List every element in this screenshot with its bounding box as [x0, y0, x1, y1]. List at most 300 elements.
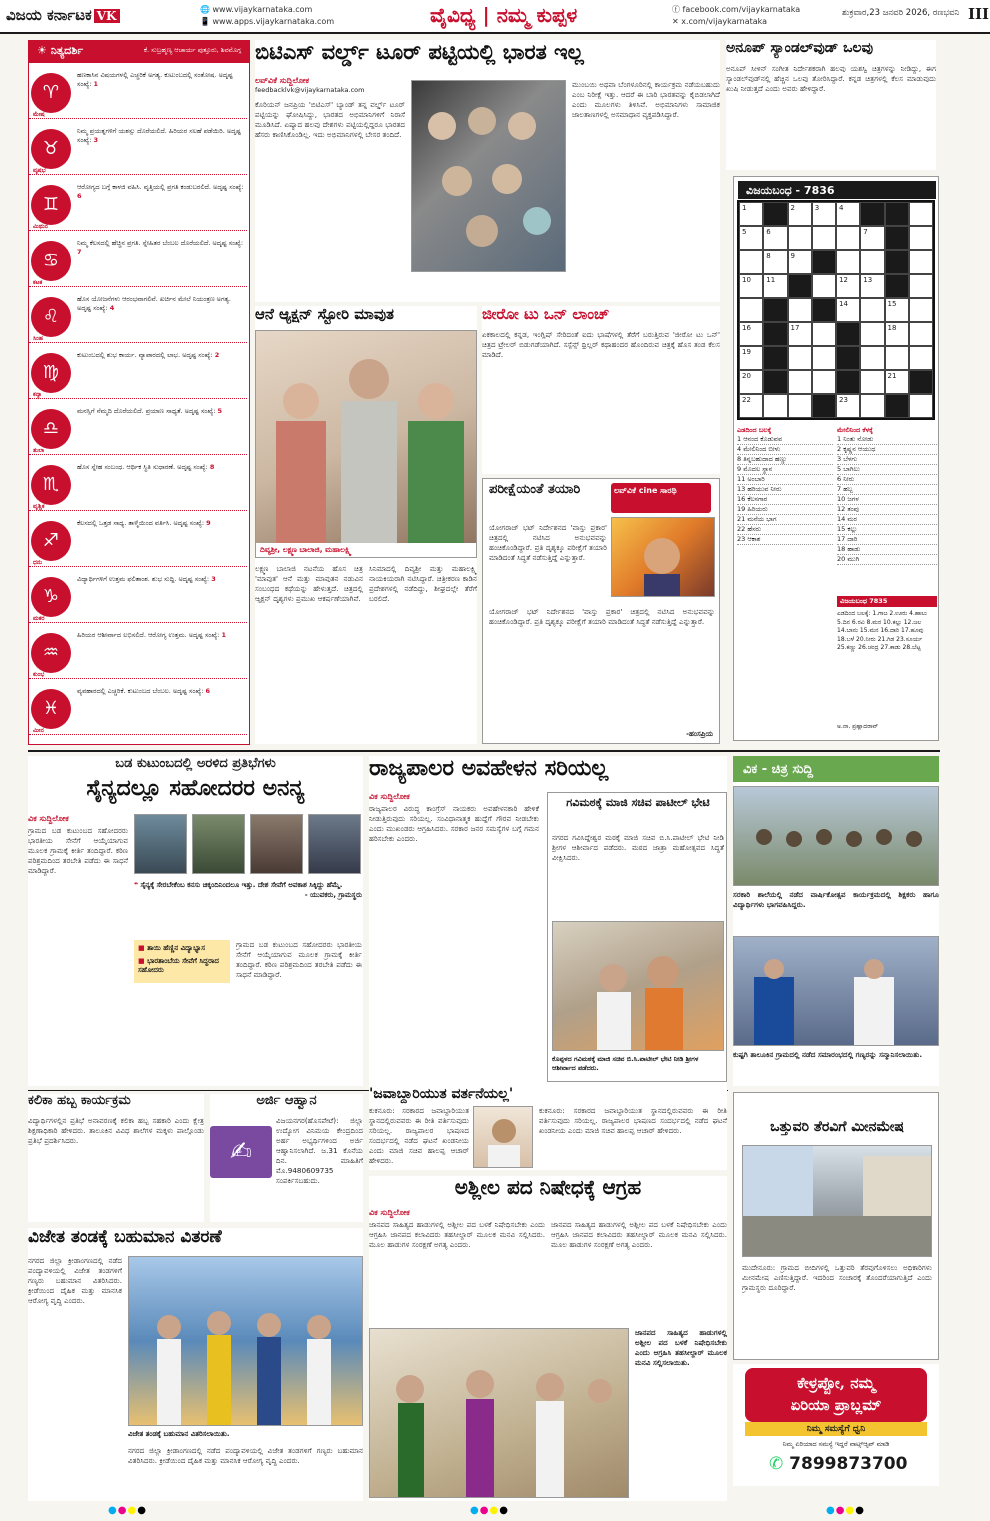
sign-name: ತುಲಾ	[33, 447, 45, 454]
zodiac-icon: ♐	[31, 521, 71, 561]
crossword-cell[interactable]	[860, 250, 884, 274]
down-clue: 20 ಮುಗಿ	[837, 555, 937, 565]
ashlila-headline: ಅಶ್ಲೀಲ ಪದ ನಿಷೇಧಕ್ಕೆ ಆಗ್ರಹ	[454, 1175, 642, 1199]
cell-number: 13	[863, 276, 873, 284]
crossword-cell[interactable]	[739, 370, 763, 394]
crossword-block	[812, 250, 836, 274]
cine-body: ಯೋಗರಾಜ್ ಭಟ್ ನಿರ್ದೇಶನದ 'ವಾಸ್ತು ಪ್ರಕಾರ' ಚಿತ್ರದಲ್ಲಿ ನಟಿಸಿದ ಅನುಭವವನ್ನು ಹಂಚಿಕೊಂಡಿದ್ದಾರೆ. ಪ್ರತಿ ದೃಶ್ಯಕ್ಕೂ ಪರೀಕ್ಷೆಗೆ ತಯಾರಿ ಮಾಡಿದಂತೆ ಸಿದ್ಧತೆ ನಡೆಸುತ್ತಿದ್ದೆ ಎನ್ನುತ್ತಾರೆ.	[489, 523, 607, 562]
sainya-quote: ❝ ಸೈನ್ಯಕ್ಕೆ ಸೇರಬೇಕೆಂಬ ಕನಸು ಚಿಕ್ಕಂದಿನಿಂದಲೂ ಇತ್ತು. ದೇಶ ಸೇವೆಗೆ ಅವಕಾಶ ಸಿಕ್ಕಿದ್ದು ಹೆಮ್ಮೆ. - ಯುವಕರು, ಗ್ರಾಮಸ್ಥರು	[134, 881, 362, 899]
ad-line-1: ಕೇಳ್ರಪ್ಪೋ, ನಮ್ಮ	[797, 1374, 875, 1392]
gavimath-headline: ಗವಿಮಠಕ್ಕೆ ಮಾಜಿ ಸಚಿವ ಪಾಟೀಲ್ ಭೇಟಿ	[566, 796, 710, 809]
crossword-cell[interactable]	[788, 370, 812, 394]
mavutha-article	[255, 306, 477, 744]
across-clue: 13 ಹರಿಯುವ ನೀರು	[737, 485, 833, 495]
bullet-icon: ■	[138, 957, 145, 965]
crossword-block	[836, 370, 860, 394]
mavutha-body-1: ಲಕ್ಷ್ಮಣ ಬಾಲಾಜಿ ನಟನೆಯ ಹೊಸ ಚಿತ್ರ 'ಮಾವುತ' ಆನೆ ಮತ್ತು ಮಾವುತನ ನಡುವಿನ ಸಂಬಂಧದ ಕಥೆಯನ್ನು ಹೇಳುತ್ತದೆ. ಚಿತ್ರದಲ್ಲಿ ಆ್ಯಕ್ಷನ್ ದೃಶ್ಯಗಳು ಪ್ರಮುಖ ಆಕರ್ಷಣೆಯಾಗಿವೆ.	[255, 564, 363, 603]
across-clue: 21 ಮನೆಯ ಭಾಗ	[737, 515, 833, 525]
across-title: ಎಡದಿಂದ ಬಲಕ್ಕೆ	[737, 426, 772, 434]
sainya-body-2: ಗ್ರಾಮದ ಬಡ ಕುಟುಂಬದ ಸಹೋದರರು ಭಾರತೀಯ ಸೇನೆಗೆ ಆಯ್ಕೆಯಾಗುವ ಮೂಲಕ ಗ್ರಾಮಕ್ಕೆ ಕೀರ್ತಿ ತಂದಿದ್ದಾರೆ. ಕಠಿಣ ಪರಿಶ್ರಮದಿಂದ ತರಬೇತಿ ಪಡೆದು ಈ ಸಾಧನೆ ಮಾಡಿದ್ದಾರೆ.	[236, 940, 362, 979]
crossword-cell[interactable]	[909, 202, 933, 226]
lucky-number: 9	[206, 519, 211, 527]
cine-author: -ಹಂಸಪ್ರಿಯ	[686, 730, 713, 738]
lucky-number: 6	[77, 192, 82, 200]
crossword-cell[interactable]	[860, 346, 884, 370]
cine-saarathi-box	[482, 478, 720, 744]
application-icon: ✍	[210, 1126, 272, 1178]
crossword-cell[interactable]	[836, 394, 860, 418]
crossword-block	[763, 370, 787, 394]
lucky-number: 8	[209, 463, 215, 471]
crossword-grid[interactable]	[737, 200, 935, 420]
down-clue: 7 ಹಬ್ಬ	[837, 485, 937, 495]
actors-illustration	[256, 331, 477, 558]
horoscope-sign	[29, 235, 247, 287]
sign-prediction: ಹೊಸ ಯೋಜನೆಗಳು ಆರಂಭವಾಗಲಿವೆ. ಖರ್ಚಿನ ಮೇಲೆ ನಿಯಂತ್ರಣ ಅಗತ್ಯ. ಅದೃಷ್ಟ ಸಂಖ್ಯೆ: 4	[77, 295, 231, 312]
across-clues	[737, 426, 833, 545]
sign-prediction: ಹಣಕಾಸಿನ ವಿಷಯಗಳಲ್ಲಿ ಎಚ್ಚರಿಕೆ ಅಗತ್ಯ. ಕುಟುಂಬದಲ್ಲಿ ಸಂತೋಷ. ಅದೃಷ್ಟ ಸಂಖ್ಯೆ: 1	[77, 71, 233, 88]
down-clue: 18 ಹಾಡು	[837, 545, 937, 555]
zodiac-icon: ♍	[31, 353, 71, 393]
cell-number: 17	[790, 324, 800, 332]
sign-name: ವೃಶ್ಚಿಕ	[33, 503, 45, 510]
lucky-number: 7	[77, 248, 82, 256]
lucky-number: 3	[93, 136, 99, 144]
horoscope-sign	[29, 179, 247, 231]
sign-prediction: ಕುಟುಂಬದಲ್ಲಿ ಶುಭ ಕಾರ್ಯ. ವ್ಯಾಪಾರದಲ್ಲಿ ಲಾಭ. ಅದೃಷ್ಟ ಸಂಖ್ಯೆ: 2	[77, 351, 220, 359]
zodiac-icon: ♎	[31, 409, 71, 449]
ottuvari-headline: ಒತ್ತುವರಿ ತೆರವಿಗೆ ಮೀನಮೇಷ	[770, 1119, 904, 1135]
zodiac-icon: ♒	[31, 633, 71, 673]
crossword-cell[interactable]	[763, 274, 787, 298]
arji-article	[210, 1094, 363, 1222]
zero-body: ಏಕಕಾಲದಲ್ಲಿ ಕನ್ನಡ, ಇಂಗ್ಲಿಷ್ ಸೇರಿದಂತೆ ಐದು ಭಾಷೆಗಳಲ್ಲಿ ತೆರೆಗೆ ಬರುತ್ತಿರುವ 'ಜೀರೋ ಟು ಒನ್' ಚಿತ್ರದ ಟ್ರೇಲರ್ ಬಿಡುಗಡೆಯಾಗಿದೆ. ಸಸ್ಪೆನ್ಸ್ ಥ್ರಿಲ್ಲರ್ ಕಥಾಹಂದರ ಹೊಂದಿರುವ ಚಿತ್ರಕ್ಕೆ ಹೊಸ ತಂಡ ಕೆಲಸ ಮಾಡಿದೆ.	[482, 330, 720, 359]
zodiac-icon: ♉	[31, 129, 71, 169]
school-event-illustration	[734, 787, 939, 886]
sainya-point: ■ ತಾಯಿ ಹೆಣ್ಣಿನ ವಿದ್ಯಾಭ್ಯಾಸ	[138, 944, 206, 952]
across-clue: 22 ಹೆಸರು	[737, 525, 833, 535]
across-clue: 23 ಆಕಾಶ	[737, 535, 833, 545]
crossword-cell[interactable]	[836, 226, 860, 250]
bts-byline: ಲವ್‌ವಿಕೆ ಸುದ್ದಿಲೋಕ	[255, 76, 309, 85]
mavutha-body-2: ಸಿನಿಮಾದಲ್ಲಿ ದಿವ್ಯಶ್ರೀ ಮತ್ತು ಮಹಾಲಕ್ಷ್ಮಿ ನಾಯಕಿಯರಾಗಿ ನಟಿಸಿದ್ದಾರೆ. ಚಿತ್ರೀಕರಣ ಕಾಡಿನ ಪ್ರದೇಶಗಳಲ್ಲಿ ನಡೆದಿದ್ದು, ಶೀಘ್ರದಲ್ಲೇ ತೆರೆಗೆ ಬರಲಿದೆ.	[369, 564, 477, 603]
crossword-cell[interactable]	[860, 322, 884, 346]
crossword-cell[interactable]	[763, 250, 787, 274]
sainya-photos	[134, 814, 362, 874]
zodiac-icon: ♏	[31, 465, 71, 505]
rajyapala-byline: ವಿಕ ಸುದ್ದಿಲೋಕ	[369, 792, 410, 801]
arji-body: ವಿಜಯನಗರ(ಹೊಸಪೇಟೆ): ಜಿಲ್ಲಾ ಉದ್ಯೋಗ ವಿನಿಮಯ ಕೇಂದ್ರದಿಂದ ಅರ್ಹ ಅಭ್ಯರ್ಥಿಗಳಿಂದ ಅರ್ಜಿ ಆಹ್ವಾನಿಸಲಾಗಿದೆ. ಜ.31 ಕೊನೆಯ ದಿನ. ಮಾಹಿತಿಗೆ ಮೊ.9480609735 ಸಂಪರ್ಕಿಸಬಹುದು.	[276, 1116, 363, 1185]
crossword-clues	[737, 426, 937, 736]
zodiac-icon: ♑	[31, 577, 71, 617]
down-clue: 6 ನೀರು	[837, 475, 937, 485]
registration-marks-right: ●●●●	[826, 1505, 865, 1516]
crossword-cell[interactable]	[909, 274, 933, 298]
x-link[interactable]: ✕ x.com/vijaykarnataka	[672, 17, 768, 26]
apps-link[interactable]: 📱 www.apps.vijaykarnataka.com	[200, 17, 335, 26]
crossword-block	[885, 274, 909, 298]
down-clue: 12 ತಂಪು	[837, 505, 937, 515]
x-icon: ✕	[672, 17, 679, 26]
horoscope-sign	[29, 403, 247, 455]
mavutha-caption: ದಿವ್ಯಶ್ರೀ, ಲಕ್ಷ್ಮಣ ಬಾಲಾಜಿ, ಮಹಾಲಕ್ಷ್ಮಿ	[256, 543, 477, 557]
bts-headline: ಬಿಟಿಎಸ್ ವರ್ಲ್ಡ್ ಟೂರ್ ಪಟ್ಟಿಯಲ್ಲಿ ಭಾರತ ಇಲ್ಲ	[255, 39, 584, 64]
leader-photo	[473, 1106, 533, 1168]
cell-number: 9	[790, 252, 795, 260]
crossword-cell[interactable]	[812, 346, 836, 370]
cell-number: 19	[742, 348, 751, 356]
quote-author: - ಯುವಕರು, ಗ್ರಾಮಸ್ಥರು	[304, 891, 362, 899]
cell-number: 21	[887, 372, 897, 380]
sign-name: ಕನ್ಯಾ	[33, 391, 42, 398]
jawabdari-article	[369, 1086, 727, 1170]
portrait-illustration	[474, 1107, 533, 1168]
horoscope-sign	[29, 347, 247, 399]
crossword-cell[interactable]	[836, 202, 860, 226]
bts-article	[255, 40, 720, 302]
lucky-number: 3	[211, 575, 216, 583]
cell-number: 3	[814, 204, 820, 212]
cell-number: 15	[887, 300, 897, 308]
zodiac-icon: ♌	[31, 297, 71, 337]
anoop-body: ಅನೂಪ್ ಸೀಳಿನ್ ಸಂಗೀತ ನಿರ್ದೇಶಕರಾಗಿ ಹಲವು ಯಶಸ್ವಿ ಚಿತ್ರಗಳನ್ನು ನೀಡಿದ್ದು, ಈಗ ಸ್ಯಾಂಡಲ್‌ವುಡ್‌ನಲ್ಲಿ ಹೆಚ್ಚಿನ ಒಲವು ತೋರಿಸಿದ್ದಾರೆ. ಕನ್ನಡ ಚಿತ್ರಗಳಲ್ಲಿ ಕೆಲಸ ಮಾಡುವುದು ಖುಷಿ ನೀಡುತ್ತದೆ ಎಂದು ಅವರು ಹೇಳಿದ್ದಾರೆ.	[726, 64, 936, 93]
lucky-number: 2	[214, 351, 220, 359]
cell-number: 8	[766, 252, 771, 260]
down-clue: 5 ಬಾಗಿಲು	[837, 465, 937, 475]
crossword-cell[interactable]	[788, 202, 812, 226]
cell-number: 2	[790, 204, 795, 212]
registration-marks-left: ●●●●	[108, 1505, 147, 1516]
social-links	[672, 4, 800, 28]
crossword-cell[interactable]	[885, 346, 909, 370]
crossword-cell[interactable]	[909, 394, 933, 418]
horoscope-sign	[29, 571, 247, 623]
gavimath-photo	[552, 921, 724, 1051]
crossword-cell[interactable]	[788, 298, 812, 322]
chitra-photo-1	[733, 786, 939, 886]
sainya-article	[28, 756, 363, 1086]
crossword-cell[interactable]	[739, 298, 763, 322]
vijetha-body: ನಗರದ ಜಿಲ್ಲಾ ಕ್ರೀಡಾಂಗಣದಲ್ಲಿ ನಡೆದ ಪಂದ್ಯಾವಳಿಯಲ್ಲಿ ವಿಜೇತ ತಂಡಗಳಿಗೆ ಗಣ್ಯರು ಬಹುಮಾನ ವಿತರಿಸಿದರು. ಕ್ರೀಡೆಯಿಂದ ದೈಹಿಕ ಮತ್ತು ಮಾನಸಿಕ ಆರೋಗ್ಯ ವೃದ್ಧಿ ಎಂದರು.	[28, 1256, 122, 1305]
anoop-headline: ಅನೂಪ್ ಸ್ಯಾಂಡಲ್‌ವುಡ್ ಒಲವು	[726, 40, 873, 56]
memorandum-illustration	[370, 1329, 629, 1498]
sign-name: ಸಿಂಹ	[33, 335, 44, 342]
sign-name: ಮಕರ	[33, 615, 45, 622]
crossword-cell[interactable]	[909, 226, 933, 250]
crossword-cell[interactable]	[788, 346, 812, 370]
crossword-block	[860, 202, 884, 226]
crossword-block	[885, 394, 909, 418]
cell-number: 10	[742, 276, 751, 284]
down-clue: 15 ಕಲ್ಲು	[837, 525, 937, 535]
crossword-cell[interactable]	[788, 322, 812, 346]
sign-name: ಮಿಥುನ	[33, 223, 48, 230]
ashlila-article	[369, 1176, 727, 1501]
crossword-cell[interactable]	[836, 274, 860, 298]
chitra-caption-1: ಸರಕಾರಿ ಶಾಲೆಯಲ್ಲಿ ನಡೆದ ವಾರ್ಷಿಕೋತ್ಸವ ಕಾರ್ಯಕ್ರಮದಲ್ಲಿ ಶಿಕ್ಷಕರು ಹಾಗೂ ವಿದ್ಯಾರ್ಥಿಗಳು ಭಾಗವಹಿಸಿದ್ದರು.	[733, 890, 939, 909]
cell-number: 1	[742, 204, 747, 212]
down-clue: 14 ಮರ	[837, 515, 937, 525]
ad-instruction: ನಿಮ್ಮ ಏರಿಯಾದ ಸಮಸ್ಯೆ ಇದ್ದರೆ ವಾಟ್ಸ್ಆ್ಯಪ್ ಮಾಡಿ	[782, 1440, 890, 1448]
chitra-suddi-title: ವಿಕ - ಚಿತ್ರ ಸುದ್ದಿ	[733, 756, 939, 782]
crossword-cell[interactable]	[860, 370, 884, 394]
cine-body-2: ಯೋಗರಾಜ್ ಭಟ್ ನಿರ್ದೇಶನದ 'ವಾಸ್ತು ಪ್ರಕಾರ' ಚಿತ್ರದಲ್ಲಿ ನಟಿಸಿದ ಅನುಭವವನ್ನು ಹಂಚಿಕೊಂಡಿದ್ದಾರೆ. ಪ್ರತಿ ದೃಶ್ಯಕ್ಕೂ ಪರೀಕ್ಷೆಗೆ ತಯಾರಿ ಮಾಡಿದಂತೆ ಸಿದ್ಧತೆ ನಡೆಸುತ್ತಿದ್ದೆ ಎನ್ನುತ್ತಾರೆ.	[489, 607, 715, 626]
horoscope-sign	[29, 291, 247, 343]
zodiac-icon: ♈	[31, 73, 71, 113]
crossword-cell[interactable]	[763, 226, 787, 250]
crossword-block	[812, 394, 836, 418]
ashlila-photo	[369, 1328, 629, 1498]
crossword-cell[interactable]	[885, 298, 909, 322]
crossword-block	[836, 322, 860, 346]
crossword-block	[763, 322, 787, 346]
ad-tagline: ನಿಮ್ಮ ಸಮಸ್ಯೆಗೆ ಧ್ವನಿ	[745, 1422, 927, 1436]
crossword-title: ವಿಜಯಬಂಧ - 7836	[738, 181, 936, 199]
sign-prediction: ಮನಸ್ಸಿಗೆ ನೆಮ್ಮದಿ ದೊರೆಯಲಿದೆ. ಪ್ರಯಾಣ ಸಾಧ್ಯತೆ. ಅದೃಷ್ಟ ಸಂಖ್ಯೆ: 5	[77, 407, 222, 415]
facebook-icon: ⓕ	[672, 5, 680, 14]
crossword-cell[interactable]	[788, 250, 812, 274]
crossword-cell[interactable]	[812, 226, 836, 250]
cell-number: 7	[863, 228, 868, 236]
cell-number: 4	[839, 204, 844, 212]
area-problem-ad[interactable]	[733, 1364, 939, 1486]
crossword-cell[interactable]	[739, 322, 763, 346]
masthead	[0, 0, 990, 34]
cell-number: 18	[887, 324, 897, 332]
section-divider	[28, 750, 940, 752]
crossword-cell[interactable]	[812, 274, 836, 298]
crossword-cell[interactable]	[739, 394, 763, 418]
soldier-photo-1	[134, 814, 187, 874]
ottuvari-article	[733, 1092, 939, 1360]
crossword-block	[812, 298, 836, 322]
street-illustration	[743, 1146, 932, 1257]
sign-name: ವೃಷಭ	[33, 167, 46, 174]
crossword-cell[interactable]	[788, 226, 812, 250]
zero-to-one-article	[482, 306, 720, 474]
whatsapp-icon: ✆	[769, 1454, 784, 1474]
crossword-block	[788, 274, 812, 298]
ottuvari-body: ಮುದೇನೂರು: ಗ್ರಾಮದ ಬೀದಿಗಳಲ್ಲಿ ಒತ್ತುವರಿ ತೆರವುಗೊಳಿಸಲು ಅಧಿಕಾರಿಗಳು ಮೀನಮೇಷ ಎಣಿಸುತ್ತಿದ್ದಾರೆ. ಇದರಿಂದ ಸಂಚಾರಕ್ಕೆ ತೊಂದರೆಯಾಗುತ್ತಿದೆ ಎಂದು ಗ್ರಾಮಸ್ಥರು ದೂರಿದ್ದಾರೆ.	[742, 1263, 932, 1292]
horoscope-sign	[29, 515, 247, 567]
jawabdari-body: ಕುಕನೂರು: ಸರಕಾರದ ಜವಾಬ್ದಾರಿಯುತ ಸ್ಥಾನದಲ್ಲಿರುವವರು ಈ ರೀತಿ ವರ್ತಿಸುವುದು ಸರಿಯಲ್ಲ. ರಾಜ್ಯಪಾಲರ ಭಾಷಣದ ಸಂದರ್ಭದಲ್ಲಿ ನಡೆದ ಘಟನೆ ಖಂಡನೀಯ ಎಂದು ಮಾಜಿ ಸಚಿವ ಹಾಲಪ್ಪ ಆಚಾರ್ ಹೇಳಿದರು.	[369, 1106, 469, 1165]
crossword-block	[763, 346, 787, 370]
ad-banner	[745, 1368, 927, 1422]
crossword-cell[interactable]	[739, 274, 763, 298]
crossword-cell[interactable]	[812, 370, 836, 394]
crossword-cell[interactable]	[909, 250, 933, 274]
sign-prediction: ನಿಮ್ಮ ಕೆಲಸದಲ್ಲಿ ಹೆಚ್ಚಿನ ಪ್ರಗತಿ. ಸ್ನೇಹಿತರ ಬೆಂಬಲ ದೊರೆಯಲಿದೆ. ಅದೃಷ್ಟ ಸಂಖ್ಯೆ: 7	[77, 239, 244, 256]
crossword-cell[interactable]	[909, 322, 933, 346]
astrologer-name: ಕೆ. ಸುಬ್ರಹ್ಮಣ್ಯ ಆಚಾರ್ಯ ಪುತ್ತೂರು, ಶಿವಮೊಗ್ಗ	[143, 46, 241, 54]
rajyapala-article	[369, 756, 727, 1086]
across-clue: 16 ಕೆಲಸಗಾರ	[737, 495, 833, 505]
lucky-number: 1	[93, 80, 99, 88]
cell-number: 23	[839, 396, 848, 404]
sainya-byline: ವಿಕ ಸುದ್ದಿಲೋಕ	[28, 814, 69, 823]
mavutha-headline: ಆನೆ ಆ್ಯಕ್ಷನ್ ಸ್ಟೋರಿ ಮಾವುತ	[255, 305, 394, 323]
crossword-cell[interactable]	[885, 370, 909, 394]
crossword-block	[885, 226, 909, 250]
prize-distribution-illustration	[129, 1257, 363, 1426]
arji-headline: ಅರ್ಜಿ ಆಹ್ವಾನ	[256, 1093, 317, 1108]
horoscope-sign	[29, 459, 247, 511]
across-clue: 11 ಅಂಬಾರಿ	[737, 475, 833, 485]
across-clue: 19 ಹಿರಿಯರು	[737, 505, 833, 515]
bts-body-2: ಮುಂಬಯಿ ಅಥವಾ ಬೆಂಗಳೂರಿನಲ್ಲಿ ಕಾರ್ಯಕ್ರಮ ನಡೆಯಬಹುದು ಎಂಬ ನಿರೀಕ್ಷೆ ಇತ್ತು. ಆದರೆ ಈ ಬಾರಿ ಭಾರತವನ್ನು ಕೈಬಿಡಲಾಗಿದೆ ಎಂದು ಮೂಲಗಳು ತಿಳಿಸಿವೆ. ಅಭಿಮಾನಿಗಳು ಸಾಮಾಜಿಕ ಜಾಲತಾಣಗಳಲ್ಲಿ ಅಸಮಾಧಾನ ವ್ಯಕ್ತಪಡಿಸಿದ್ದಾರೆ.	[572, 80, 720, 119]
rajyapala-headline: ರಾಜ್ಯಪಾಲರ ಅವಹೇಳನ ಸರಿಯಲ್ಲ	[369, 755, 609, 781]
crossword-cell[interactable]	[909, 346, 933, 370]
rajyapala-body: ರಾಜ್ಯಪಾಲರ ವಿರುದ್ಧ ಕಾಂಗ್ರೆಸ್ ನಾಯಕರು ಅವಹೇಳನಕಾರಿ ಹೇಳಿಕೆ ನೀಡುತ್ತಿರುವುದು ಸರಿಯಲ್ಲ. ಸಂವಿಧಾನಾತ್ಮಕ ಹುದ್ದೆಗೆ ಗೌರವ ನೀಡಬೇಕು ಎಂದು ಮುಖಂಡರು ಆಗ್ರಹಿಸಿದರು. ಸರಕಾರ ಜನರ ಸಮಸ್ಯೆಗಳ ಬಗ್ಗೆ ಗಮನ ಹರಿಸಬೇಕು ಎಂದರು.	[369, 804, 539, 843]
sign-prediction: ಹಿರಿಯರ ಆಶೀರ್ವಾದ ಲಭಿಸಲಿದೆ. ಆರೋಗ್ಯ ಉತ್ತಮ. ಅದೃಷ್ಟ ಸಂಖ್ಯೆ: 1	[77, 631, 226, 639]
sign-name: ಕಟಕ	[33, 279, 43, 286]
anoop-article	[726, 40, 936, 170]
cell-number: 20	[742, 372, 751, 380]
crossword-cell[interactable]	[860, 298, 884, 322]
ashlila-body-2: ಜಾನಪದ ಸಾಹಿತ್ಯದ ಹಾಡುಗಳಲ್ಲಿ ಅಶ್ಲೀಲ ಪದ ಬಳಕೆ ನಿಷೇಧಿಸಬೇಕು ಎಂದು ಆಗ್ರಹಿಸಿ ಜಾನಪದ ಕಲಾವಿದರು ತಹಸೀಲ್ದಾರ್ ಮೂಲಕ ಮನವಿ ಸಲ್ಲಿಸಿದರು. ಮೂಲ ಹಾಡುಗಳ ಸಂರಕ್ಷಣೆ ಅಗತ್ಯ ಎಂದರು.	[551, 1220, 727, 1249]
kalika-headline: ಕಲಿಕಾ ಹಬ್ಬ ಕಾರ್ಯಕ್ರಮ	[28, 1093, 131, 1108]
crossword-block	[909, 370, 933, 394]
crossword-cell[interactable]	[909, 298, 933, 322]
crossword-cell[interactable]	[812, 202, 836, 226]
crossword-cell[interactable]	[836, 298, 860, 322]
down-title: ಮೇಲಿನಿಂದ ಕೆಳಕ್ಕೆ	[837, 426, 873, 434]
gavimath-body: ನಗರದ ಗವಿಸಿದ್ದೇಶ್ವರ ಮಠಕ್ಕೆ ಮಾಜಿ ಸಚಿವ ಬಿ.ಸಿ.ಪಾಟೀಲ್ ಭೇಟಿ ನೀಡಿ ಶ್ರೀಗಳ ಆಶೀರ್ವಾದ ಪಡೆದರು. ಮಠದ ಜಾತ್ರಾ ಮಹೋತ್ಸವದ ಸಿದ್ಧತೆ ವೀಕ್ಷಿಸಿದರು.	[552, 833, 724, 862]
sign-prediction: ವಿದ್ಯಾರ್ಥಿಗಳಿಗೆ ಉತ್ತಮ ಫಲಿತಾಂಶ. ಶುಭ ಸುದ್ದಿ. ಅದೃಷ್ಟ ಸಂಖ್ಯೆ: 3	[77, 575, 216, 583]
crossword-cell[interactable]	[836, 250, 860, 274]
down-clue: 10 ಜಗಳ	[837, 495, 937, 505]
facebook-link[interactable]: ⓕ facebook.com/vijaykarnataka	[672, 5, 801, 14]
crossword-cell[interactable]	[788, 394, 812, 418]
crossword-cell[interactable]	[885, 322, 909, 346]
crossword-block	[885, 202, 909, 226]
sainya-headline: ಸೈನ್ಯದಲ್ಲೂ ಸಹೋದರರ ಅನನ್ಯ	[86, 775, 305, 801]
chitra-photo-2	[733, 936, 939, 1046]
cine-poster	[611, 517, 715, 597]
across-clue: 8 ತಿನ್ನಬಹುದಾದ ಹಣ್ಣು	[737, 455, 833, 465]
quote-icon: ❝	[134, 881, 139, 889]
zero-headline: ಜೀರೋ ಟು ಒನ್ ಲಾಂಚ್	[482, 305, 610, 323]
across-clue: 9 ಮೊದಲ ಸ್ಥಾನ	[737, 465, 833, 475]
crossword-cell[interactable]	[739, 226, 763, 250]
cine-title: ಪರೀಕ್ಷೆಯಂತೆ ತಯಾರಿ	[489, 482, 581, 497]
jawabdari-headline: 'ಜವಾಬ್ದಾರಿಯುತ ವರ್ತನೆಯಲ್ಲ'	[369, 1086, 514, 1102]
cell-number: 5	[742, 228, 747, 236]
crossword-cell[interactable]	[812, 322, 836, 346]
horoscope-sign	[29, 67, 247, 119]
page-number: III	[968, 5, 990, 23]
vijetha-photo	[128, 1256, 363, 1426]
bts-body-1: ಕೊರಿಯನ್ ಜನಪ್ರಿಯ 'ಬಿಟಿಎಸ್' ಬ್ಯಾಂಡ್ ತನ್ನ ವರ್ಲ್ಡ್ ಟೂರ್ ಪಟ್ಟಿಯನ್ನು ಘೋಷಿಸಿದ್ದು, ಭಾರತದ ಅಭಿಮಾನಿಗಳಿಗೆ ನಿರಾಸೆ ಮೂಡಿಸಿದೆ. ಏಷ್ಯಾದ ಹಲವು ದೇಶಗಳು ಪಟ್ಟಿಯಲ್ಲಿದ್ದರೂ ಭಾರತದ ಹೆಸರು ಕಾಣಿಸಿಕೊಂಡಿಲ್ಲ. ಇದು ಅಭಿಮಾನಿಗಳಲ್ಲಿ ಬೇಸರ ತಂದಿದೆ.	[255, 100, 405, 139]
sainya-point: ■ ಭಾರತಾಂಬೆಯ ಸೇವೆಗೆ ಸಿದ್ಧರಾದ ಸಹೋದರು	[138, 957, 219, 974]
crossword-cell[interactable]	[739, 346, 763, 370]
sign-name: ಮೀನ	[33, 727, 44, 734]
crossword-block	[763, 202, 787, 226]
cell-number: 12	[839, 276, 848, 284]
down-clue: 2 ಕೃಷ್ಣನ ಆಯುಧ	[837, 445, 937, 455]
cine-badge: ಲವ್‌ವಿಕೆ cine ಸಾರಥಿ	[611, 483, 711, 513]
chitra-caption-2: ಕುಷ್ಟಗಿ ತಾಲೂಕಿನ ಗ್ರಾಮದಲ್ಲಿ ನಡೆದ ಸಮಾರಂಭದಲ್ಲಿ ಗಣ್ಯರನ್ನು ಸನ್ಮಾನಿಸಲಾಯಿತು.	[733, 1050, 923, 1059]
across-clue: 1 ಆನಂದ ಕೊಡುವವ	[737, 435, 833, 445]
soldier-photo-4	[308, 814, 361, 874]
lucky-number: 1	[221, 631, 226, 639]
sign-prediction: ಹೊಸ ಸ್ನೇಹ ಸಂಬಂಧ. ಆರ್ಥಿಕ ಸ್ಥಿತಿ ಸುಧಾರಣೆ. ಅದೃಷ್ಟ ಸಂಖ್ಯೆ: 8	[77, 463, 215, 471]
down-clue: 1 ನಿಂತು ನೋಡು	[837, 435, 937, 445]
mavutha-photo	[255, 330, 477, 558]
crossword-cell[interactable]	[739, 202, 763, 226]
bullet-icon: ■	[138, 944, 145, 952]
vijetha-caption: ವಿಜೇತ ತಂಡಕ್ಕೆ ಬಹುಮಾನ ವಿತರಿಸಲಾಯಿತು.	[128, 1430, 230, 1438]
ashlila-body: ಜಾನಪದ ಸಾಹಿತ್ಯದ ಹಾಡುಗಳಲ್ಲಿ ಅಶ್ಲೀಲ ಪದ ಬಳಕೆ ನಿಷೇಧಿಸಬೇಕು ಎಂದು ಆಗ್ರಹಿಸಿ ಜಾನಪದ ಕಲಾವಿದರು ತಹಸೀಲ್ದಾರ್ ಮೂಲಕ ಮನವಿ ಸಲ್ಲಿಸಿದರು. ಮೂಲ ಹಾಡುಗಳ ಸಂರಕ್ಷಣೆ ಅಗತ್ಯ ಎಂದರು.	[369, 1220, 545, 1249]
ashlila-byline: ವಿಕ ಸುದ್ದಿಲೋಕ	[369, 1208, 410, 1217]
sun-icon: ☀	[37, 44, 47, 57]
horoscope-sign	[29, 123, 247, 175]
sign-name: ಧನು	[33, 559, 43, 566]
cell-number: 16	[742, 324, 751, 332]
website-link[interactable]: 🌐 www.vijaykarnataka.com	[200, 5, 313, 14]
sign-prediction: ವ್ಯವಹಾರದಲ್ಲಿ ಎಚ್ಚರಿಕೆ. ಕುಟುಂಬದ ಬೆಂಬಲ. ಅದೃಷ್ಟ ಸಂಖ್ಯೆ: 6	[77, 687, 211, 695]
kalika-body: ವಿದ್ಯಾರ್ಥಿಗಳಲ್ಲಿನ ಪ್ರತಿಭೆ ಅನಾವರಣಕ್ಕೆ ಕಲಿಕಾ ಹಬ್ಬ ಸಹಕಾರಿ ಎಂದು ಕ್ಷೇತ್ರ ಶಿಕ್ಷಣಾಧಿಕಾರಿ ಹೇಳಿದರು. ತಾಲೂಕಿನ ವಿವಿಧ ಶಾಲೆಗಳ ಮಕ್ಕಳು ಪಾಲ್ಗೊಂಡು ಪ್ರತಿಭೆ ಪ್ರದರ್ಶಿಸಿದರು.	[28, 1116, 204, 1145]
ad-phone[interactable]: ✆ 7899873700	[769, 1454, 908, 1474]
chitra-suddi-box	[733, 756, 939, 1086]
felicitation-illustration	[734, 937, 939, 1046]
bts-email[interactable]: feedbacklvk@vijaykarnataka.com	[255, 86, 365, 94]
crossword-cell[interactable]	[860, 226, 884, 250]
crossword-cell[interactable]	[763, 394, 787, 418]
horoscope-box	[28, 40, 250, 745]
sign-prediction: ನಿಮ್ಮ ಪ್ರಯತ್ನಗಳಿಗೆ ಯಶಸ್ಸು ದೊರೆಯಲಿದೆ. ಹಿರಿಯರ ಸಲಹೆ ಪಡೆಯಿರಿ. ಅದೃಷ್ಟ ಸಂಖ್ಯೆ: 3	[77, 127, 242, 144]
band-members-illustration	[412, 81, 566, 272]
crossword-cell[interactable]	[739, 250, 763, 274]
vijetha-article	[28, 1228, 363, 1501]
zodiac-icon: ♓	[31, 689, 71, 729]
ottuvari-photo	[742, 1145, 932, 1257]
crossword-author: ಅ.ನಾ. ಪ್ರಹ್ಲಾದರಾವ್	[837, 723, 879, 730]
down-clues	[837, 426, 937, 565]
cell-number: 6	[766, 228, 771, 236]
zodiac-icon: ♋	[31, 241, 71, 281]
kalika-article	[28, 1094, 204, 1222]
gavimath-caption: ಕೊಪ್ಪಳದ ಗವಿಮಠಕ್ಕೆ ಮಾಜಿ ಸಚಿವ ಬಿ.ಸಿ.ಪಾಟೀಲ್ ಭೇಟಿ ನೀಡಿ ಶ್ರೀಗಳ ಆಶೀರ್ವಾದ ಪಡೆದರು.	[552, 1055, 699, 1072]
zodiac-icon: ♊	[31, 185, 71, 225]
cell-number: 14	[839, 300, 848, 308]
sign-prediction: ಆರೋಗ್ಯದ ಬಗ್ಗೆ ಕಾಳಜಿ ವಹಿಸಿ. ವೃತ್ತಿಯಲ್ಲಿ ಪ್ರಗತಿ ಕಂಡುಬರಲಿದೆ. ಅದೃಷ್ಟ ಸಂಖ್ಯೆ: 6	[77, 183, 244, 200]
vijetha-headline: ವಿಜೇತ ತಂಡಕ್ಕೆ ಬಹುಮಾನ ವಿತರಣೆ	[28, 1227, 222, 1247]
vijetha-body-2: ನಗರದ ಜಿಲ್ಲಾ ಕ್ರೀಡಾಂಗಣದಲ್ಲಿ ನಡೆದ ಪಂದ್ಯಾವಳಿಯಲ್ಲಿ ವಿಜೇತ ತಂಡಗಳಿಗೆ ಗಣ್ಯರು ಬಹುಮಾನ ವಿತರಿಸಿದರು. ಕ್ರೀಡೆಯಿಂದ ದೈಹಿಕ ಮತ್ತು ಮಾನಸಿಕ ಆರೋಗ್ಯ ವೃದ್ಧಿ ಎಂದರು.	[128, 1446, 363, 1465]
gavimath-box	[547, 792, 727, 1082]
soldier-photo-2	[192, 814, 245, 874]
sainya-body: ಗ್ರಾಮದ ಬಡ ಕುಟುಂಬದ ಸಹೋದರರು ಭಾರತೀಯ ಸೇನೆಗೆ ಆಯ್ಕೆಯಾಗುವ ಮೂಲಕ ಗ್ರಾಮಕ್ಕೆ ಕೀರ್ತಿ ತಂದಿದ್ದಾರೆ. ಕಠಿಣ ಪರಿಶ್ರಮದಿಂದ ತರಬೇತಿ ಪಡೆದು ಈ ಸಾಧನೆ ಮಾಡಿದ್ದಾರೆ.	[28, 826, 128, 875]
crossword-cell[interactable]	[860, 394, 884, 418]
jawabdari-body-2: ಕುಕನೂರು: ಸರಕಾರದ ಜವಾಬ್ದಾರಿಯುತ ಸ್ಥಾನದಲ್ಲಿರುವವರು ಈ ರೀತಿ ವರ್ತಿಸುವುದು ಸರಿಯಲ್ಲ. ರಾಜ್ಯಪಾಲರ ಭಾಷಣದ ಸಂದರ್ಭದಲ್ಲಿ ನಡೆದ ಘಟನೆ ಖಂಡನೀಯ ಎಂದು ಮಾಜಿ ಸಚಿವ ಹಾಲಪ್ಪ ಆಚಾರ್ ಹೇಳಿದರು.	[539, 1106, 727, 1135]
ashlila-side-caption: ಜಾನಪದ ಸಾಹಿತ್ಯದ ಹಾಡುಗಳಲ್ಲಿ ಅಶ್ಲೀಲ ಪದ ಬಳಕೆ ನಿಷೇಧಿಸಬೇಕು ಎಂದು ಆಗ್ರಹಿಸಿ ತಹಸೀಲ್ದಾರ್ ಮೂಲಕ ಮನವಿ ಸಲ್ಲಿಸಲಾಯಿತು.	[635, 1328, 727, 1367]
solution-text: ಎಡದಿಂದ ಬಲಕ್ಕೆ: 1.ಗಾಜ 2.ಊರು 4.ಹಾಲು 5.ದಿನ 6.ರವಿ 8.ಮರ 10.ಕಲ್ಲು 12.ಜಲ 14.ಬಾನು 15.ಮನ 16.ದಾರಿ 17.ಹೂವು 18.ಬಳೆ 20.ನೀರು 21.ಗಿಡ 23.ಸೂರ್ಯ 25.ಕಣ್ಣು 26.ಚಂದ್ರ 27.ಕಾಡು 28.ಬೆಟ್ಟ	[837, 610, 927, 651]
horoscope-sign	[29, 683, 247, 735]
poster-illustration	[612, 518, 715, 597]
crossword-block	[763, 298, 787, 322]
sainya-kicker: ಬಡ ಕುಟುಂಬದಲ್ಲಿ ಅರಳಿದ ಪ್ರತಿಭೆಗಳು	[115, 756, 276, 771]
down-clue: 3 ಬೆಳಗು	[837, 455, 937, 465]
sign-prediction: ಕೆಲಸದಲ್ಲಿ ಒತ್ತಡ ಸಾಧ್ಯ. ತಾಳ್ಮೆಯಿಂದ ವರ್ತಿಸಿ. ಅದೃಷ್ಟ ಸಂಖ್ಯೆ: 9	[77, 519, 211, 527]
cell-number: 11	[766, 276, 776, 284]
dateline: ಶುಕ್ರವಾರ,23 ಜನವರಿ 2026, ರಣಭವನಿ	[842, 8, 960, 18]
crossword-cell[interactable]	[860, 274, 884, 298]
horoscope-header: ☀ ನಿತ್ಯದರ್ಶಿ ಕೆ. ಸುಬ್ರಹ್ಮಣ್ಯ ಆಚಾರ್ಯ ಪುತ್ತೂರು, ಶಿವಮೊಗ್ಗ	[29, 41, 249, 63]
soldier-photo-3	[250, 814, 303, 874]
ad-line-2: ಏರಿಯಾ ಪ್ರಾಬ್ಲಮ್	[790, 1396, 882, 1414]
logo[interactable]: ವಿಜಯ ಕರ್ನಾಟಕ VK	[6, 6, 120, 24]
across-clue: 4 ಮೇಲಿನಿಂದ ಬೀಳು	[737, 445, 833, 455]
